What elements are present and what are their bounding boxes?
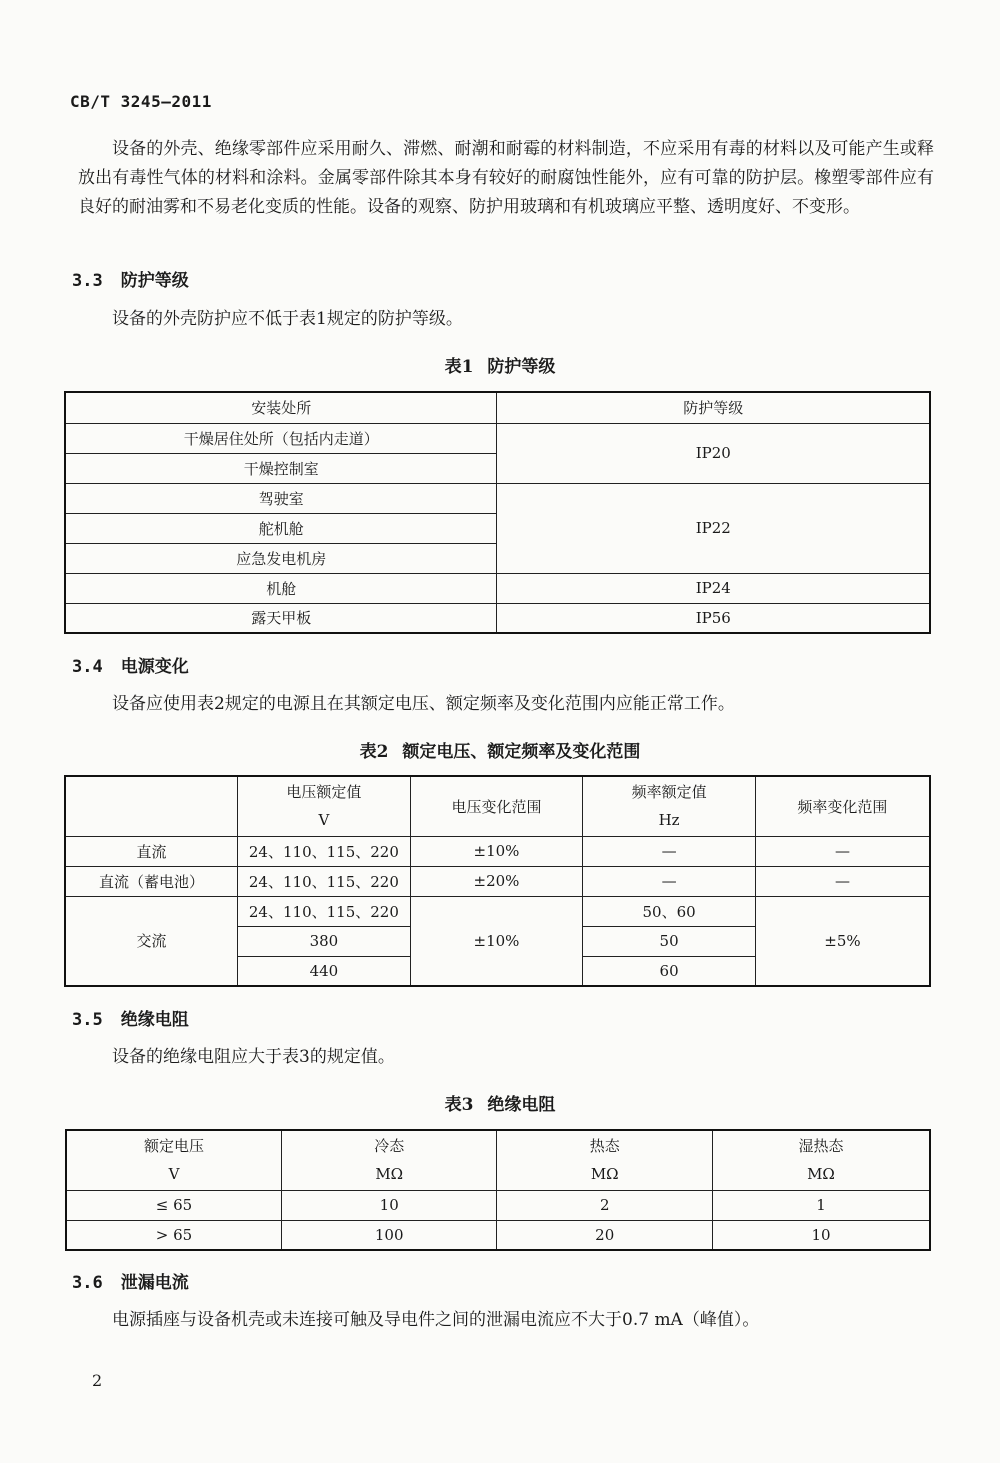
table-row bbox=[65, 423, 930, 453]
header-unit: V bbox=[318, 811, 330, 830]
header-cell: 电压变化范围 bbox=[410, 776, 583, 836]
table-number: 表3 bbox=[444, 1095, 474, 1115]
location-cell: 应急发电机房 bbox=[65, 543, 497, 573]
table-title: 绝缘电阻 bbox=[487, 1095, 556, 1115]
table-header-row bbox=[65, 392, 930, 423]
table-cell: 10 bbox=[281, 1190, 497, 1220]
section-number: 3.5 bbox=[72, 1010, 103, 1030]
section-title: 泄漏电流 bbox=[120, 1273, 189, 1293]
section-3-4-text: 设备应使用表2规定的电源且在其额定电压、额定频率及变化范围内应能正常工作。 bbox=[112, 694, 735, 714]
header-label: 频率额定值 bbox=[631, 783, 707, 802]
table-cell: 10 bbox=[712, 1220, 930, 1250]
freq-cell: 50 bbox=[583, 926, 756, 956]
section-3-4-heading bbox=[72, 652, 189, 677]
table-header-row bbox=[66, 1130, 930, 1190]
voltage-cell: 24、110、115、220 bbox=[238, 836, 411, 866]
table-row bbox=[65, 896, 930, 926]
header-label: 额定电压 bbox=[143, 1137, 204, 1156]
grade-cell: IP22 bbox=[497, 483, 930, 573]
table-row bbox=[65, 603, 930, 633]
header-unit: MΩ bbox=[590, 1165, 619, 1184]
freq-range-cell: ±5% bbox=[755, 896, 930, 986]
freq-range-cell: — bbox=[755, 836, 930, 866]
location-cell: 机舱 bbox=[65, 573, 497, 603]
location-cell: 舵机舱 bbox=[65, 513, 497, 543]
section-3-3-heading bbox=[72, 266, 189, 291]
table2-power-supply bbox=[64, 775, 931, 987]
freq-range-cell: — bbox=[755, 866, 930, 896]
voltage-range-cell: ±20% bbox=[410, 866, 583, 896]
table-cell: ≤ 65 bbox=[66, 1190, 281, 1220]
table-title: 防护等级 bbox=[487, 357, 556, 377]
table-cell: 2 bbox=[497, 1190, 713, 1220]
header-unit: MΩ bbox=[807, 1165, 835, 1184]
header-cell: 安装处所 bbox=[65, 392, 497, 423]
section-title: 绝缘电阻 bbox=[120, 1010, 189, 1030]
section-title: 电源变化 bbox=[120, 657, 189, 677]
header-unit: Hz bbox=[658, 811, 680, 830]
table-header-row bbox=[65, 776, 930, 836]
freq-cell: — bbox=[583, 866, 756, 896]
table-number: 表1 bbox=[444, 357, 474, 377]
header-cell bbox=[583, 776, 756, 836]
table-row bbox=[65, 573, 930, 603]
header-unit: MΩ bbox=[375, 1165, 404, 1184]
grade-cell: IP24 bbox=[497, 573, 930, 603]
table1-protection-grades bbox=[64, 391, 931, 634]
voltage-cell: 380 bbox=[238, 926, 411, 956]
freq-cell: 50、60 bbox=[583, 896, 756, 926]
section-3-3-text: 设备的外壳防护应不低于表1规定的防护等级。 bbox=[112, 309, 463, 329]
table-row bbox=[65, 483, 930, 513]
location-cell: 干燥居住处所（包括内走道） bbox=[65, 423, 497, 453]
intro-paragraph: 设备的外壳、绝缘零部件应采用耐久、滞燃、耐潮和耐霉的材料制造，不应采用有毒的材料以及可能产生或释放出有毒性气体的材料和涂料。金属零部件除其本身有较好的耐腐蚀性能外，应有可靠的防护层。橡塑零部件应有良好的耐油雾和不易老化变质的性能。设备的观察、防护用玻璃和有机玻璃应平整、透明度好、不变形。 bbox=[78, 139, 934, 217]
section-number: 3.3 bbox=[72, 271, 103, 291]
location-cell: 干燥控制室 bbox=[65, 453, 497, 483]
header-label: 热态 bbox=[589, 1137, 620, 1156]
table-cell: 20 bbox=[497, 1220, 713, 1250]
table-number: 表2 bbox=[359, 742, 389, 762]
table-cell: 1 bbox=[712, 1190, 930, 1220]
section-number: 3.4 bbox=[72, 657, 103, 677]
table-cell: 100 bbox=[281, 1220, 497, 1250]
freq-cell: 60 bbox=[583, 956, 756, 986]
header-label: 电压额定值 bbox=[286, 783, 362, 802]
table-row bbox=[66, 1190, 930, 1220]
type-cell: 交流 bbox=[65, 896, 238, 986]
standard-code: CB/T 3245—2011 bbox=[70, 92, 212, 111]
header-label: 湿热态 bbox=[798, 1137, 844, 1156]
header-cell bbox=[497, 1130, 713, 1190]
section-title: 防护等级 bbox=[120, 271, 189, 291]
location-cell: 露天甲板 bbox=[65, 603, 497, 633]
voltage-cell: 24、110、115、220 bbox=[238, 896, 411, 926]
grade-cell: IP56 bbox=[497, 603, 930, 633]
table3-caption bbox=[0, 1090, 1000, 1115]
voltage-cell: 440 bbox=[238, 956, 411, 986]
header-cell bbox=[66, 1130, 281, 1190]
header-cell-empty bbox=[65, 776, 238, 836]
header-cell bbox=[281, 1130, 497, 1190]
table3-insulation-resistance bbox=[65, 1129, 931, 1251]
voltage-range-cell: ±10% bbox=[410, 836, 583, 866]
grade-cell: IP20 bbox=[497, 423, 930, 483]
section-3-5-text: 设备的绝缘电阻应大于表3的规定值。 bbox=[112, 1047, 395, 1067]
header-cell bbox=[712, 1130, 930, 1190]
header-cell: 频率变化范围 bbox=[755, 776, 930, 836]
section-number: 3.6 bbox=[72, 1273, 103, 1293]
table2-caption bbox=[0, 737, 1000, 762]
section-3-6-text: 电源插座与设备机壳或未连接可触及导电件之间的泄漏电流应不大于0.7 mA（峰值）。 bbox=[112, 1310, 760, 1330]
table1-caption bbox=[0, 352, 1000, 377]
type-cell: 直流 bbox=[65, 836, 238, 866]
header-unit: V bbox=[168, 1165, 180, 1184]
type-cell: 直流（蓄电池） bbox=[65, 866, 238, 896]
freq-cell: — bbox=[583, 836, 756, 866]
location-cell: 驾驶室 bbox=[65, 483, 497, 513]
voltage-cell: 24、110、115、220 bbox=[238, 866, 411, 896]
header-cell bbox=[238, 776, 411, 836]
section-3-5-heading bbox=[72, 1005, 189, 1030]
header-cell: 防护等级 bbox=[497, 392, 930, 423]
table-row bbox=[65, 836, 930, 866]
page-number: 2 bbox=[92, 1371, 103, 1390]
table-title: 额定电压、额定频率及变化范围 bbox=[402, 742, 641, 762]
table-cell: > 65 bbox=[66, 1220, 281, 1250]
table-row bbox=[65, 866, 930, 896]
header-label: 冷态 bbox=[374, 1137, 405, 1156]
voltage-range-cell: ±10% bbox=[410, 896, 583, 986]
table-row bbox=[66, 1220, 930, 1250]
section-3-6-heading bbox=[72, 1268, 189, 1293]
